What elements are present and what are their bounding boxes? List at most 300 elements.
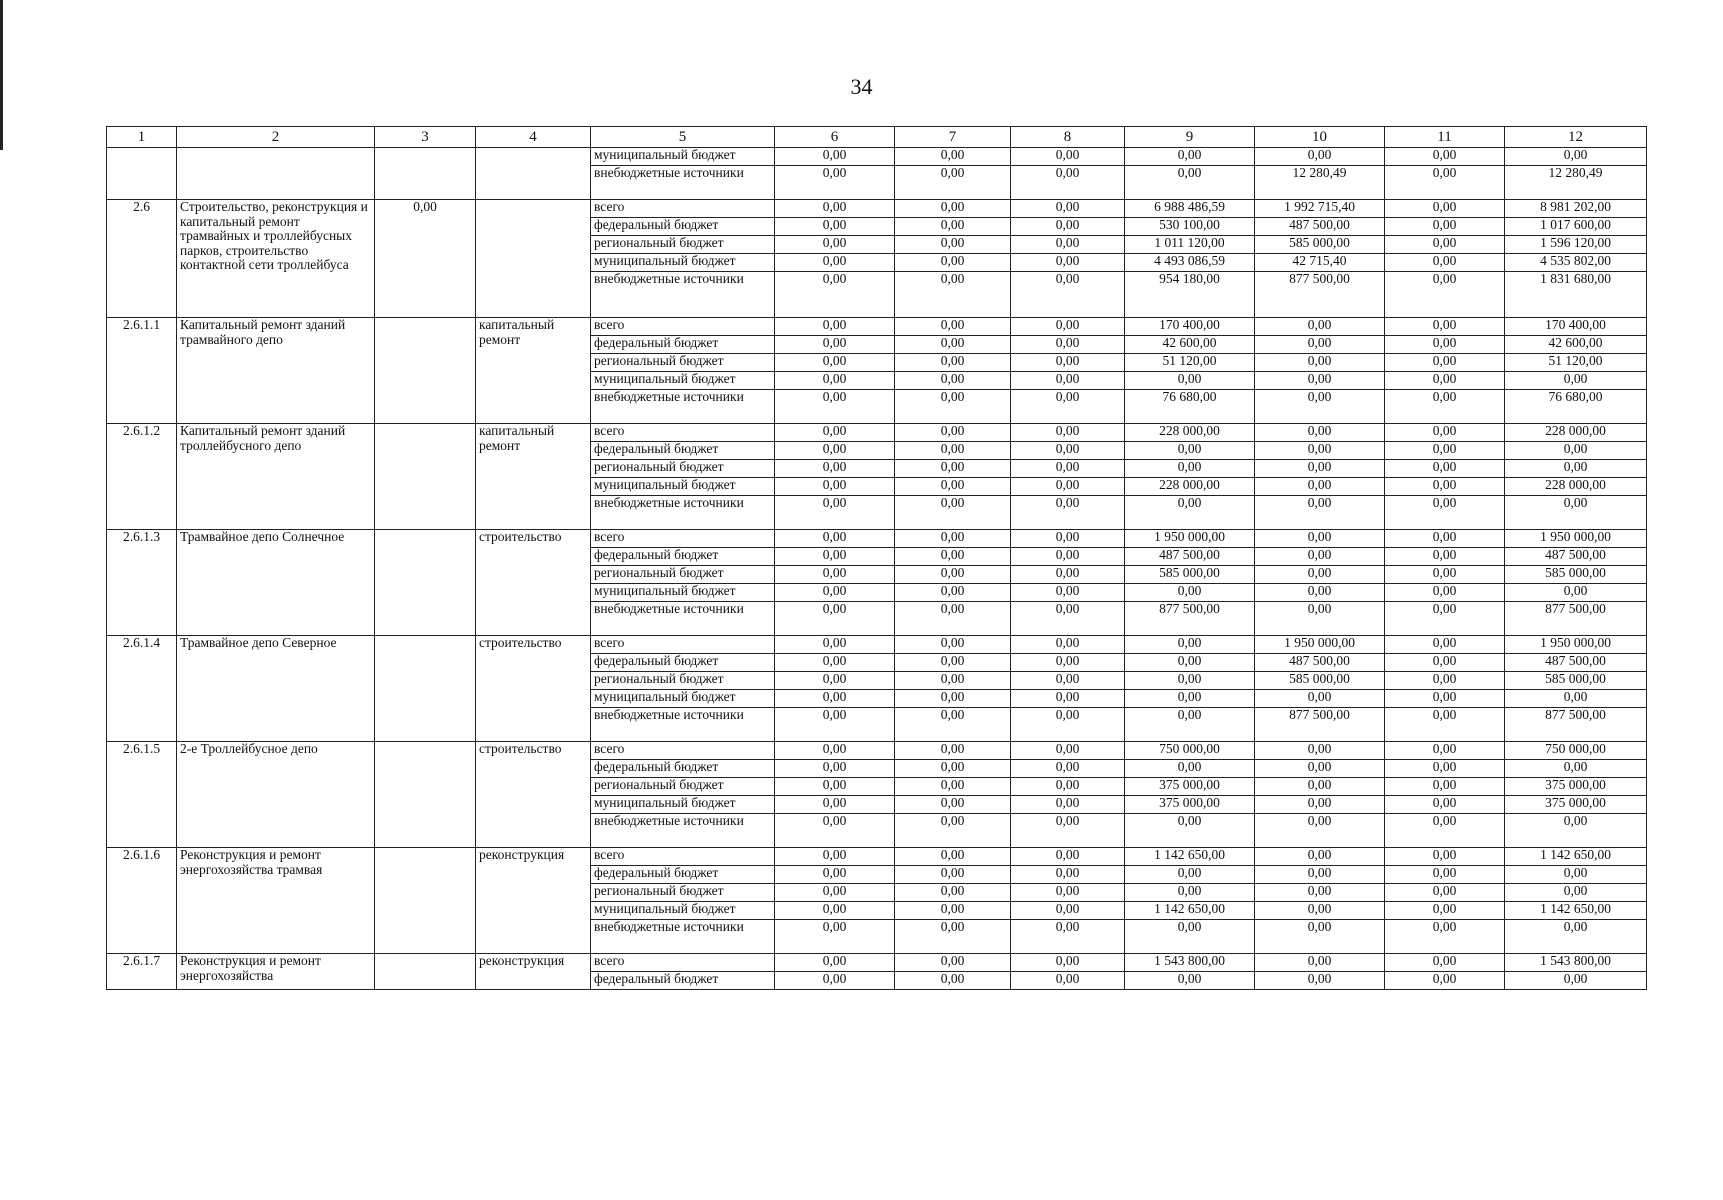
value-cell: 375 000,00 (1125, 796, 1255, 814)
value-cell: 0,00 (1385, 708, 1505, 742)
item-work-type: реконструкция (476, 954, 591, 990)
value-cell: 0,00 (1125, 920, 1255, 954)
value-cell: 0,00 (1255, 548, 1385, 566)
value-cell: 76 680,00 (1125, 390, 1255, 424)
value-cell: 8 981 202,00 (1505, 200, 1647, 218)
value-cell: 0,00 (1255, 390, 1385, 424)
value-cell: 0,00 (895, 566, 1011, 584)
value-cell: 0,00 (1385, 848, 1505, 866)
value-cell: 4 535 802,00 (1505, 254, 1647, 272)
value-cell: 12 280,49 (1505, 166, 1647, 200)
item-number: 2.6.1.3 (107, 530, 177, 636)
value-cell: 375 000,00 (1505, 796, 1647, 814)
value-cell: 0,00 (1011, 796, 1125, 814)
value-cell: 0,00 (1011, 478, 1125, 496)
value-cell: 0,00 (895, 254, 1011, 272)
value-cell: 0,00 (1125, 372, 1255, 390)
value-cell: 0,00 (775, 336, 895, 354)
value-cell: 0,00 (1255, 848, 1385, 866)
value-cell: 1 543 800,00 (1125, 954, 1255, 972)
value-cell: 487 500,00 (1255, 218, 1385, 236)
value-cell: 0,00 (1385, 318, 1505, 336)
item-work-type: строительство (476, 742, 591, 848)
value-cell: 0,00 (775, 672, 895, 690)
value-cell: 1 831 680,00 (1505, 272, 1647, 318)
value-cell: 0,00 (1255, 336, 1385, 354)
value-cell: 0,00 (895, 866, 1011, 884)
value-cell: 0,00 (775, 272, 895, 318)
value-cell: 0,00 (775, 954, 895, 972)
value-cell: 0,00 (775, 760, 895, 778)
value-cell: 0,00 (1385, 254, 1505, 272)
column-header: 11 (1385, 127, 1505, 148)
item-name: Строительство, реконструкция и капитальный ремонт трамвайных и троллейбусных парков, строительство контактной сети троллейбуса (177, 200, 375, 318)
value-cell: 0,00 (1011, 372, 1125, 390)
value-cell: 0,00 (1505, 920, 1647, 954)
value-cell: 0,00 (895, 442, 1011, 460)
value-cell: 0,00 (1011, 848, 1125, 866)
value-cell: 0,00 (1011, 814, 1125, 848)
value-cell: 0,00 (1125, 442, 1255, 460)
value-cell: 0,00 (895, 690, 1011, 708)
value-cell: 0,00 (1505, 442, 1647, 460)
funding-source: всего (591, 954, 775, 972)
column-header: 4 (476, 127, 591, 148)
value-cell: 877 500,00 (1125, 602, 1255, 636)
value-cell: 0,00 (895, 166, 1011, 200)
value-cell: 0,00 (895, 478, 1011, 496)
value-cell: 487 500,00 (1125, 548, 1255, 566)
table-body (107, 148, 1647, 990)
value-cell: 0,00 (1255, 148, 1385, 166)
value-cell: 0,00 (775, 584, 895, 602)
value-cell: 0,00 (775, 690, 895, 708)
value-cell: 0,00 (1255, 354, 1385, 372)
item-col3 (375, 318, 476, 424)
value-cell: 12 280,49 (1255, 166, 1385, 200)
value-cell: 0,00 (895, 548, 1011, 566)
value-cell: 0,00 (1011, 318, 1125, 336)
value-cell: 0,00 (1255, 566, 1385, 584)
item-work-type: строительство (476, 636, 591, 742)
value-cell: 0,00 (1255, 690, 1385, 708)
value-cell: 228 000,00 (1125, 424, 1255, 442)
table-row (107, 530, 1647, 548)
value-cell: 0,00 (1505, 690, 1647, 708)
item-col3 (375, 636, 476, 742)
value-cell: 0,00 (1255, 478, 1385, 496)
value-cell: 0,00 (895, 200, 1011, 218)
value-cell: 877 500,00 (1505, 708, 1647, 742)
value-cell: 0,00 (1011, 566, 1125, 584)
value-cell: 0,00 (1505, 866, 1647, 884)
value-cell: 0,00 (1505, 584, 1647, 602)
value-cell: 0,00 (1125, 460, 1255, 478)
value-cell: 0,00 (775, 566, 895, 584)
value-cell: 0,00 (775, 814, 895, 848)
value-cell: 1 543 800,00 (1505, 954, 1647, 972)
value-cell: 0,00 (1385, 148, 1505, 166)
value-cell: 0,00 (1385, 742, 1505, 760)
item-col3 (375, 530, 476, 636)
value-cell: 0,00 (1255, 954, 1385, 972)
value-cell: 0,00 (1385, 424, 1505, 442)
value-cell: 0,00 (895, 654, 1011, 672)
value-cell: 0,00 (775, 148, 895, 166)
value-cell: 585 000,00 (1255, 672, 1385, 690)
value-cell: 0,00 (1125, 496, 1255, 530)
value-cell: 0,00 (1385, 954, 1505, 972)
value-cell: 0,00 (1385, 760, 1505, 778)
funding-source: муниципальный бюджет (591, 148, 775, 166)
value-cell: 0,00 (1011, 972, 1125, 990)
value-cell: 530 100,00 (1125, 218, 1255, 236)
funding-source: муниципальный бюджет (591, 478, 775, 496)
value-cell: 1 142 650,00 (1505, 902, 1647, 920)
column-header: 6 (775, 127, 895, 148)
value-cell: 42 715,40 (1255, 254, 1385, 272)
value-cell: 0,00 (1011, 148, 1125, 166)
value-cell: 0,00 (1011, 584, 1125, 602)
item-col3: 0,00 (375, 200, 476, 318)
value-cell: 0,00 (775, 200, 895, 218)
value-cell: 0,00 (775, 972, 895, 990)
value-cell: 0,00 (775, 372, 895, 390)
item-number: 2.6.1.6 (107, 848, 177, 954)
value-cell: 0,00 (1385, 218, 1505, 236)
value-cell: 0,00 (1011, 672, 1125, 690)
value-cell: 0,00 (1385, 548, 1505, 566)
value-cell: 0,00 (775, 166, 895, 200)
value-cell: 1 950 000,00 (1505, 530, 1647, 548)
funding-source: муниципальный бюджет (591, 372, 775, 390)
item-col3 (375, 848, 476, 954)
value-cell: 0,00 (775, 866, 895, 884)
value-cell: 0,00 (1125, 584, 1255, 602)
value-cell: 0,00 (1011, 424, 1125, 442)
value-cell: 0,00 (1255, 442, 1385, 460)
value-cell: 877 500,00 (1255, 708, 1385, 742)
page-number: 34 (850, 74, 873, 99)
value-cell: 0,00 (895, 636, 1011, 654)
value-cell: 0,00 (895, 272, 1011, 318)
value-cell: 0,00 (1125, 690, 1255, 708)
value-cell: 0,00 (1385, 200, 1505, 218)
funding-source: муниципальный бюджет (591, 584, 775, 602)
value-cell: 0,00 (1385, 478, 1505, 496)
value-cell: 0,00 (1255, 866, 1385, 884)
value-cell: 1 017 600,00 (1505, 218, 1647, 236)
value-cell: 0,00 (895, 148, 1011, 166)
value-cell: 585 000,00 (1505, 566, 1647, 584)
funding-source: федеральный бюджет (591, 218, 775, 236)
value-cell: 0,00 (895, 218, 1011, 236)
item-name: Трамвайное депо Северное (177, 636, 375, 742)
funding-source: внебюджетные источники (591, 390, 775, 424)
value-cell: 0,00 (1385, 166, 1505, 200)
value-cell: 0,00 (1125, 654, 1255, 672)
value-cell: 0,00 (1011, 336, 1125, 354)
value-cell: 0,00 (895, 318, 1011, 336)
value-cell: 0,00 (775, 254, 895, 272)
value-cell: 585 000,00 (1255, 236, 1385, 254)
value-cell: 0,00 (895, 236, 1011, 254)
column-header: 8 (1011, 127, 1125, 148)
value-cell: 0,00 (1011, 272, 1125, 318)
value-cell: 4 493 086,59 (1125, 254, 1255, 272)
value-cell: 0,00 (1255, 424, 1385, 442)
value-cell: 0,00 (775, 548, 895, 566)
value-cell: 0,00 (1011, 218, 1125, 236)
funding-source: всего (591, 636, 775, 654)
item-work-type: капитальный ремонт (476, 424, 591, 530)
value-cell: 1 950 000,00 (1255, 636, 1385, 654)
value-cell: 0,00 (1011, 902, 1125, 920)
value-cell: 51 120,00 (1505, 354, 1647, 372)
funding-source: внебюджетные источники (591, 602, 775, 636)
funding-source: федеральный бюджет (591, 972, 775, 990)
item-number: 2.6.1.7 (107, 954, 177, 990)
value-cell: 0,00 (895, 884, 1011, 902)
value-cell: 0,00 (895, 530, 1011, 548)
value-cell: 0,00 (775, 796, 895, 814)
value-cell: 0,00 (1255, 460, 1385, 478)
value-cell: 0,00 (1385, 672, 1505, 690)
item-number: 2.6.1.2 (107, 424, 177, 530)
item-name: Реконструкция и ремонт энергохозяйства трамвая (177, 848, 375, 954)
value-cell: 0,00 (1011, 442, 1125, 460)
table-row (107, 424, 1647, 442)
value-cell: 0,00 (895, 796, 1011, 814)
table-row (107, 200, 1647, 218)
value-cell: 0,00 (1255, 760, 1385, 778)
value-cell: 0,00 (1125, 814, 1255, 848)
value-cell: 0,00 (895, 760, 1011, 778)
value-cell: 0,00 (775, 218, 895, 236)
funding-source: всего (591, 848, 775, 866)
value-cell: 0,00 (775, 236, 895, 254)
funding-source: внебюджетные источники (591, 814, 775, 848)
value-cell: 76 680,00 (1505, 390, 1647, 424)
value-cell: 0,00 (1385, 354, 1505, 372)
value-cell: 0,00 (1011, 760, 1125, 778)
value-cell: 0,00 (1011, 654, 1125, 672)
value-cell: 0,00 (1011, 742, 1125, 760)
item-name: Трамвайное депо Солнечное (177, 530, 375, 636)
value-cell: 0,00 (1385, 602, 1505, 636)
item-col3 (375, 954, 476, 990)
value-cell: 375 000,00 (1505, 778, 1647, 796)
value-cell: 0,00 (775, 848, 895, 866)
value-cell: 0,00 (1385, 584, 1505, 602)
table-row (107, 954, 1647, 972)
funding-source: региональный бюджет (591, 566, 775, 584)
funding-source: федеральный бюджет (591, 760, 775, 778)
column-header: 12 (1505, 127, 1647, 148)
value-cell: 0,00 (1505, 884, 1647, 902)
value-cell: 0,00 (1505, 496, 1647, 530)
value-cell: 6 988 486,59 (1125, 200, 1255, 218)
value-cell: 0,00 (1385, 496, 1505, 530)
value-cell: 0,00 (1011, 354, 1125, 372)
value-cell: 0,00 (895, 954, 1011, 972)
value-cell: 0,00 (1255, 530, 1385, 548)
value-cell: 0,00 (775, 884, 895, 902)
value-cell: 1 142 650,00 (1125, 902, 1255, 920)
value-cell: 0,00 (1385, 866, 1505, 884)
value-cell: 170 400,00 (1125, 318, 1255, 336)
funding-source: федеральный бюджет (591, 654, 775, 672)
value-cell: 0,00 (895, 742, 1011, 760)
funding-source: федеральный бюджет (591, 866, 775, 884)
value-cell: 0,00 (775, 460, 895, 478)
item-number: 2.6.1.1 (107, 318, 177, 424)
column-header: 10 (1255, 127, 1385, 148)
value-cell: 0,00 (775, 708, 895, 742)
value-cell: 0,00 (1505, 460, 1647, 478)
item-name: Капитальный ремонт зданий троллейбусного депо (177, 424, 375, 530)
value-cell: 585 000,00 (1505, 672, 1647, 690)
value-cell: 228 000,00 (1505, 478, 1647, 496)
funding-source: муниципальный бюджет (591, 254, 775, 272)
column-header: 9 (1125, 127, 1255, 148)
value-cell: 0,00 (1011, 254, 1125, 272)
value-cell: 0,00 (895, 372, 1011, 390)
value-cell: 0,00 (1385, 636, 1505, 654)
value-cell: 1 011 120,00 (1125, 236, 1255, 254)
item-work-type: строительство (476, 530, 591, 636)
item-work-type: реконструкция (476, 848, 591, 954)
value-cell: 0,00 (1255, 884, 1385, 902)
column-header: 2 (177, 127, 375, 148)
column-header: 7 (895, 127, 1011, 148)
value-cell: 0,00 (1011, 548, 1125, 566)
column-header: 1 (107, 127, 177, 148)
value-cell: 0,00 (895, 460, 1011, 478)
funding-source: муниципальный бюджет (591, 796, 775, 814)
funding-source: всего (591, 742, 775, 760)
value-cell: 1 950 000,00 (1125, 530, 1255, 548)
column-number-row (107, 127, 1647, 148)
value-cell: 877 500,00 (1505, 602, 1647, 636)
value-cell: 1 596 120,00 (1505, 236, 1647, 254)
value-cell: 0,00 (1011, 390, 1125, 424)
funding-source: региональный бюджет (591, 778, 775, 796)
value-cell: 0,00 (775, 478, 895, 496)
value-cell: 42 600,00 (1125, 336, 1255, 354)
value-cell: 0,00 (895, 778, 1011, 796)
funding-source: всего (591, 424, 775, 442)
col3-cell (375, 148, 476, 200)
value-cell: 0,00 (1125, 148, 1255, 166)
value-cell: 0,00 (1011, 884, 1125, 902)
value-cell: 0,00 (895, 496, 1011, 530)
funding-source: внебюджетные источники (591, 166, 775, 200)
value-cell: 0,00 (895, 424, 1011, 442)
value-cell: 0,00 (775, 602, 895, 636)
value-cell: 0,00 (1385, 796, 1505, 814)
value-cell: 0,00 (1385, 390, 1505, 424)
value-cell: 0,00 (1255, 796, 1385, 814)
funding-source: региональный бюджет (591, 354, 775, 372)
value-cell: 0,00 (895, 336, 1011, 354)
funding-source: региональный бюджет (591, 460, 775, 478)
table-row (107, 848, 1647, 866)
value-cell: 0,00 (895, 814, 1011, 848)
item-number: 2.6.1.5 (107, 742, 177, 848)
item-work-type (476, 200, 591, 318)
funding-source: внебюджетные источники (591, 496, 775, 530)
table-row (107, 636, 1647, 654)
value-cell: 0,00 (775, 654, 895, 672)
value-cell: 0,00 (1011, 460, 1125, 478)
value-cell: 0,00 (775, 318, 895, 336)
value-cell: 0,00 (775, 354, 895, 372)
value-cell: 0,00 (775, 530, 895, 548)
value-cell: 0,00 (775, 424, 895, 442)
value-cell: 750 000,00 (1125, 742, 1255, 760)
value-cell: 585 000,00 (1125, 566, 1255, 584)
value-cell: 0,00 (895, 584, 1011, 602)
item-work-type: капитальный ремонт (476, 318, 591, 424)
item-name: Капитальный ремонт зданий трамвайного депо (177, 318, 375, 424)
type-cell (476, 148, 591, 200)
value-cell: 0,00 (1255, 602, 1385, 636)
name-cell (177, 148, 375, 200)
value-cell: 0,00 (895, 354, 1011, 372)
value-cell: 0,00 (1385, 566, 1505, 584)
value-cell: 228 000,00 (1125, 478, 1255, 496)
value-cell: 0,00 (1385, 272, 1505, 318)
column-header: 3 (375, 127, 476, 148)
table-row (107, 318, 1647, 336)
value-cell: 0,00 (1385, 530, 1505, 548)
value-cell: 0,00 (895, 708, 1011, 742)
value-cell: 954 180,00 (1125, 272, 1255, 318)
number-cell (107, 148, 177, 200)
funding-source: федеральный бюджет (591, 548, 775, 566)
funding-source: внебюджетные источники (591, 708, 775, 742)
value-cell: 0,00 (1505, 814, 1647, 848)
value-cell: 0,00 (1011, 690, 1125, 708)
funding-source: внебюджетные источники (591, 272, 775, 318)
funding-source: федеральный бюджет (591, 442, 775, 460)
value-cell: 0,00 (1255, 742, 1385, 760)
value-cell: 0,00 (1385, 654, 1505, 672)
value-cell: 0,00 (1125, 708, 1255, 742)
budget-table (106, 126, 1647, 990)
funding-source: региональный бюджет (591, 672, 775, 690)
funding-source: федеральный бюджет (591, 336, 775, 354)
value-cell: 0,00 (1255, 496, 1385, 530)
value-cell: 0,00 (775, 920, 895, 954)
funding-source: всего (591, 200, 775, 218)
value-cell: 0,00 (1011, 778, 1125, 796)
value-cell: 0,00 (1385, 920, 1505, 954)
column-header: 5 (591, 127, 775, 148)
funding-source: региональный бюджет (591, 884, 775, 902)
funding-source: региональный бюджет (591, 236, 775, 254)
value-cell: 0,00 (1125, 760, 1255, 778)
value-cell: 0,00 (1385, 236, 1505, 254)
item-col3 (375, 742, 476, 848)
value-cell: 0,00 (1011, 708, 1125, 742)
value-cell: 1 992 715,40 (1255, 200, 1385, 218)
value-cell: 0,00 (775, 636, 895, 654)
value-cell: 0,00 (895, 672, 1011, 690)
value-cell: 0,00 (895, 602, 1011, 636)
funding-source: внебюджетные источники (591, 920, 775, 954)
